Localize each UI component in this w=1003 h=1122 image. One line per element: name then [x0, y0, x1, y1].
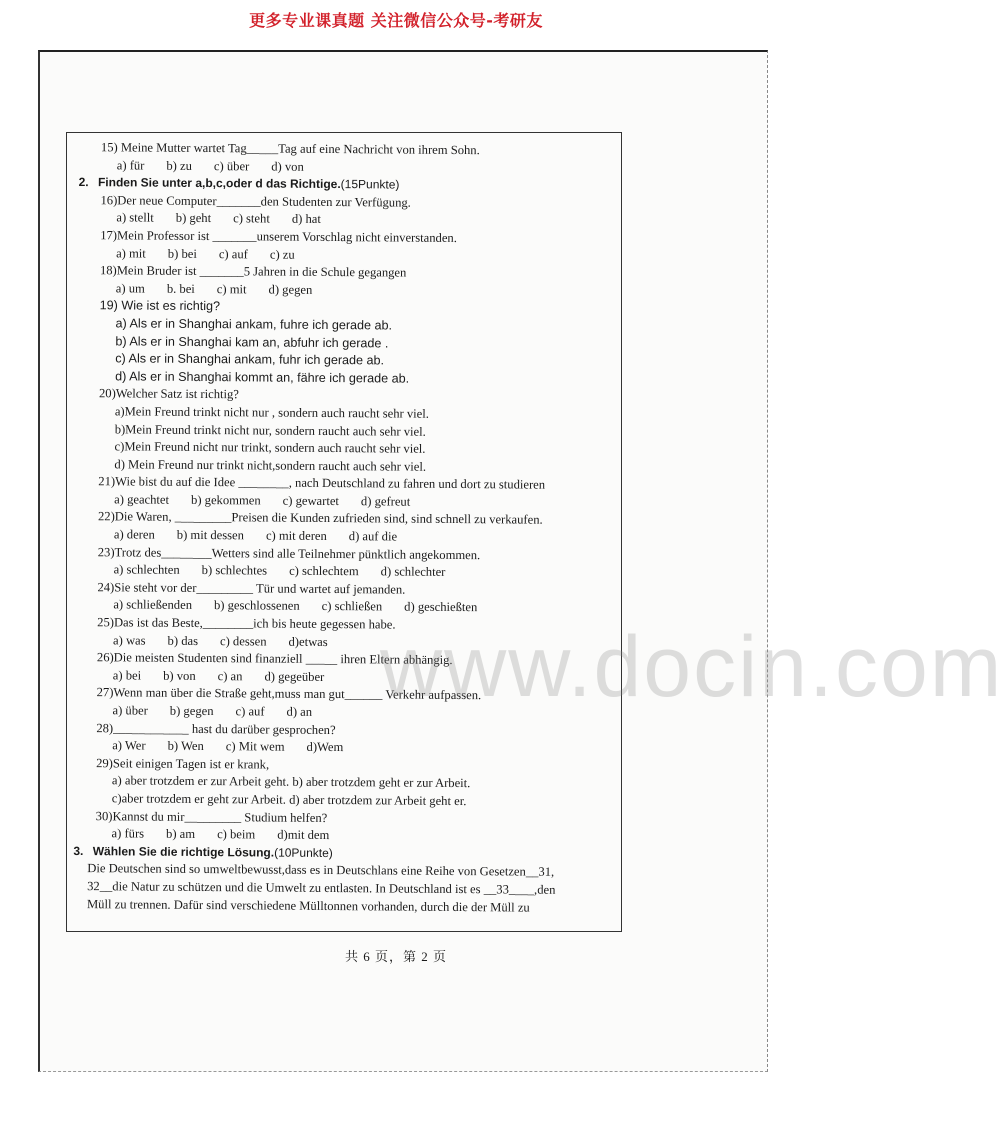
- option: c) mit deren: [265, 528, 327, 544]
- section-number: 3.: [73, 843, 84, 858]
- option: c) auf: [218, 246, 248, 261]
- question-18: 18)Mein Bruder ist _______5 Jahren in die Schule gegangen: [99, 263, 407, 280]
- option: b) geschlossenen: [213, 598, 300, 614]
- passage-line: Die Deutschen sind so umweltbewusst,dass es in Deutschlans eine Reihe von Gesetzen__31,: [87, 861, 555, 880]
- question-28: 28)____________ hast du darüber gesprochen?: [96, 720, 336, 737]
- question-24: 24)Sie steht vor der_________ Tür und wartet auf jemanden.: [97, 580, 406, 597]
- option: b) schlechtes: [201, 563, 268, 578]
- option: c) mit: [216, 281, 247, 297]
- option: a) um: [115, 281, 145, 296]
- question-23: 23)Trotz des________Wetters sind alle Teilnehmer pünktlich angekommen.: [97, 544, 481, 562]
- section-title: Wählen Sie die richtige Lösung.: [92, 843, 275, 860]
- option: c) auf: [235, 704, 265, 719]
- option: b) zu: [166, 158, 193, 173]
- question-17: 17)Mein Professor ist _______unserem Vorschlag nicht einverstanden.: [100, 228, 457, 245]
- question-21: 21)Wie bist du auf die Idee ________, nach Deutschland zu fahren und dort zu studieren: [98, 474, 546, 492]
- question-27: 27)Wenn man über die Straße geht,muss man gut______ Verkehr aufpassen.: [96, 685, 482, 703]
- option: d) gegeüber: [264, 669, 325, 684]
- exam-content: [69, 139, 617, 917]
- option: a) geachtet: [114, 492, 170, 507]
- option: c) Mit wem: [225, 739, 285, 754]
- option: d) gegen: [268, 282, 313, 297]
- section-number: 2.: [78, 175, 89, 190]
- option: a) stellt: [116, 210, 154, 225]
- option: a) Als er in Shanghai ankam, fuhre ich gerade ab.: [115, 316, 393, 333]
- option: c)aber trotzdem er geht zur Arbeit. d) aber trotzdem zur Arbeit geht er.: [111, 791, 467, 809]
- watermark: www.docin.com: [380, 619, 1003, 715]
- option: a) Wer: [112, 738, 146, 753]
- option: b) von: [163, 668, 196, 683]
- question-29: 29)Seit einigen Tagen ist er krank,: [96, 755, 270, 772]
- option: c) steht: [233, 211, 270, 226]
- option: a) für: [116, 157, 145, 173]
- question-20: 20)Welcher Satz ist richtig?: [98, 386, 239, 402]
- option: d) Als er in Shanghai kommt an, fähre ich gerade ab.: [115, 369, 410, 386]
- question-26: 26)Die meisten Studenten sind finanziell _____ ihren Eltern abhängig.: [96, 650, 453, 668]
- option: c) dessen: [219, 633, 267, 649]
- option: b) Wen: [167, 738, 204, 754]
- option: c) Als er in Shanghai ankam, fuhr ich gerade ab.: [115, 351, 385, 368]
- question-30: 30)Kannst du mir_________ Studium helfen?: [95, 808, 328, 825]
- option: a) schlechten: [113, 562, 180, 578]
- option: b. bei: [166, 281, 195, 296]
- section-points: (15Punkte): [340, 177, 400, 192]
- question-19: 19) Wie ist es richtig?: [99, 298, 221, 314]
- question-15: 15) Meine Mutter wartet Tag_____Tag auf eine Nachricht von ihrem Sohn.: [100, 140, 480, 158]
- option: d) an: [286, 704, 313, 719]
- passage-line: Müll zu trennen. Dafür sind verschiedene Mülltonnen vorhanden, durch die der Müll zu: [86, 896, 530, 915]
- section-title: Finden Sie unter a,b,c,oder d das Richtige.: [97, 175, 341, 192]
- option: d) von: [271, 159, 304, 174]
- option: a) schließenden: [113, 597, 193, 613]
- option: b) geht: [175, 211, 212, 226]
- option: d) schlechter: [380, 564, 446, 580]
- option: d) gefreut: [360, 494, 411, 509]
- option: c) schließen: [321, 599, 383, 614]
- option: c) gewartet: [282, 493, 340, 508]
- option: c) an: [217, 668, 243, 684]
- option: a) deren: [113, 527, 155, 542]
- option: a) über: [112, 703, 148, 718]
- option: a) fürs: [111, 826, 145, 841]
- option: c) über: [213, 158, 250, 173]
- option: d) hat: [291, 212, 321, 227]
- option: b) bei: [167, 246, 197, 261]
- option: d)etwas: [288, 634, 328, 649]
- option: a)Mein Freund trinkt nicht nur , sondern auch raucht sehr viel.: [114, 404, 429, 421]
- page-footer: 共 6 页，第 2 页: [344, 949, 447, 964]
- option: c) beim: [217, 827, 256, 842]
- option: b) gekommen: [191, 492, 261, 508]
- exam-sheet: [66, 132, 622, 932]
- option: a) was: [113, 632, 146, 648]
- option: b)Mein Freund trinkt nicht nur, sondern raucht auch sehr viel.: [114, 421, 426, 439]
- option: c)Mein Freund nicht nur trinkt, sondern auch raucht sehr viel.: [114, 439, 426, 456]
- option: a) mit: [116, 245, 146, 261]
- option: c) schlechtem: [289, 563, 359, 579]
- question-16: 16)Der neue Computer_______den Studenten zur Verfügung.: [100, 192, 411, 210]
- option: b) mit dessen: [176, 527, 245, 543]
- question-25: 25)Das ist das Beste,________ich bis heute gegessen habe.: [97, 615, 396, 632]
- option: a) bei: [112, 668, 142, 683]
- option: b) Als er in Shanghai kam an, abfuhr ich gerade .: [115, 333, 389, 350]
- option: d) geschießten: [404, 600, 478, 615]
- section-points: (10Punkte): [274, 845, 333, 860]
- option: b) am: [166, 826, 196, 842]
- option: b) gegen: [169, 703, 214, 719]
- option: c) zu: [269, 247, 295, 262]
- option: d)Wem: [306, 740, 344, 755]
- option: a) aber trotzdem er zur Arbeit geht. b) aber trotzdem geht er zur Arbeit.: [111, 773, 471, 791]
- option: d) Mein Freund nur trinkt nicht,sondern raucht auch sehr viel.: [114, 457, 427, 474]
- passage-line: 32__die Natur zu schützen und die Umwelt zu entlasten. In Deutschland ist es __33____,den: [87, 879, 556, 897]
- option: d)mit dem: [277, 827, 330, 843]
- promo-banner: 更多专业课真题 关注微信公众号-考研友: [249, 11, 543, 30]
- question-22: 22)Die Waren, _________Preisen die Kunden zufrieden sind, sind schnell zu verkaufen.: [97, 509, 543, 528]
- option: b) das: [167, 633, 199, 648]
- option: d) auf die: [348, 529, 398, 544]
